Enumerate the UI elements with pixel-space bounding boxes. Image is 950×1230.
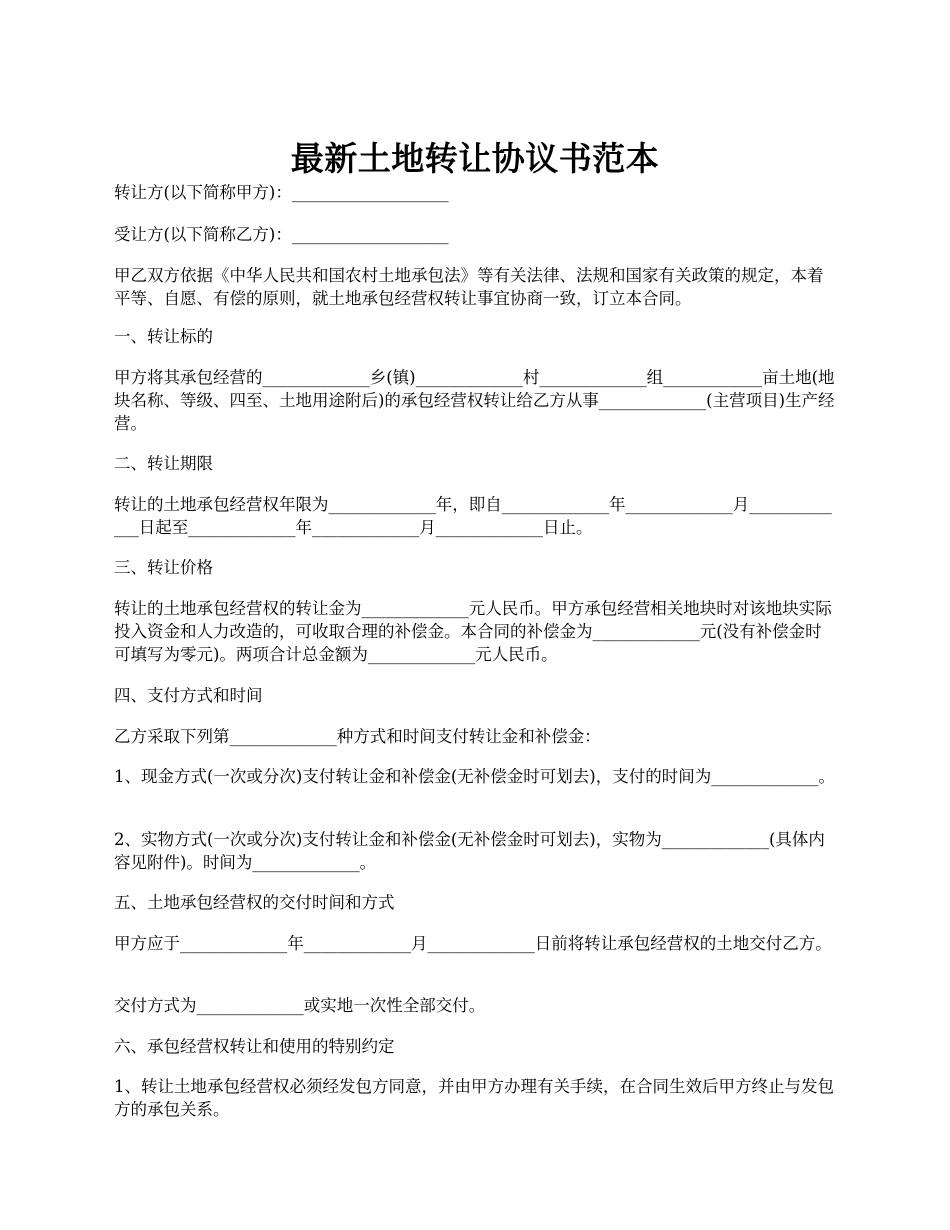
section-4-item-1: 1、现金方式(一次或分次)支付转让金和补偿金(无补偿金时可划去)，支付的时间为_____________。 <box>114 767 835 786</box>
section-5-delivery-method: 交付方式为_____________或实地一次性全部交付。 <box>114 996 486 1015</box>
section-heading-4: 四、支付方式和时间 <box>114 686 263 705</box>
section-4-intro: 乙方采取下列第_____________种方式和时间支付转让金和补偿金： <box>114 727 601 746</box>
document-title: 最新土地转让协议书范本 <box>290 139 660 179</box>
section-heading-3: 三、转让价格 <box>114 558 213 577</box>
section-heading-5: 五、土地承包经营权的交付时间和方式 <box>114 893 395 912</box>
section-4-item-2: 2、实物方式(一次或分次)支付转让金和补偿金(无补偿金时可划去)，实物为_____________(具体内容见附件)。时间为_____________。 <box>114 830 825 872</box>
section-heading-6: 六、承包经营权转让和使用的特别约定 <box>114 1037 395 1056</box>
preamble-paragraph: 甲乙双方依据《中华人民共和国农村土地承包法》等有关法律、法规和国家有关政策的规定，本着平等、自愿、有偿的原则，就土地承包经营权转让事宜协商一致，订立本合同。 <box>114 266 824 308</box>
section-3-body: 转让的土地承包经营权的转让金为_____________元人民币。甲方承包经营相关地块时对该地块实际投入资金和人力改造的，可收取合理的补偿金。本合同的补偿金为_____________元(没有补偿金时可填写为零元)。两项合计总金额为_____________元人民币。 <box>114 599 832 664</box>
section-2-body: 转让的土地承包经营权年限为_____________年，即自_____________年_____________月_____________日起至_____________年_____________月_____________日止。 <box>114 495 832 537</box>
section-heading-1: 一、转让标的 <box>114 327 213 346</box>
section-5-body: 甲方应于_____________年_____________月_____________日前将转让承包经营权的土地交付乙方。 <box>114 934 832 953</box>
transferor-line: 转让方(以下简称甲方)：___________________ <box>114 183 449 202</box>
section-heading-2: 二、转让期限 <box>114 454 213 473</box>
section-6-item-1: 1、转让土地承包经营权必须经发包方同意，并由甲方办理有关手续，在合同生效后甲方终止与发包方的承包关系。 <box>114 1077 834 1119</box>
section-1-body: 甲方将其承包经营的_____________乡(镇)_____________村_____________组____________亩土地(地块名称、等级、四至、土地用途附后)的承包经营权转让给乙方从事_____________(主营项目)生产经营。 <box>114 368 835 433</box>
transferee-line: 受让方(以下简称乙方)：___________________ <box>114 225 449 244</box>
